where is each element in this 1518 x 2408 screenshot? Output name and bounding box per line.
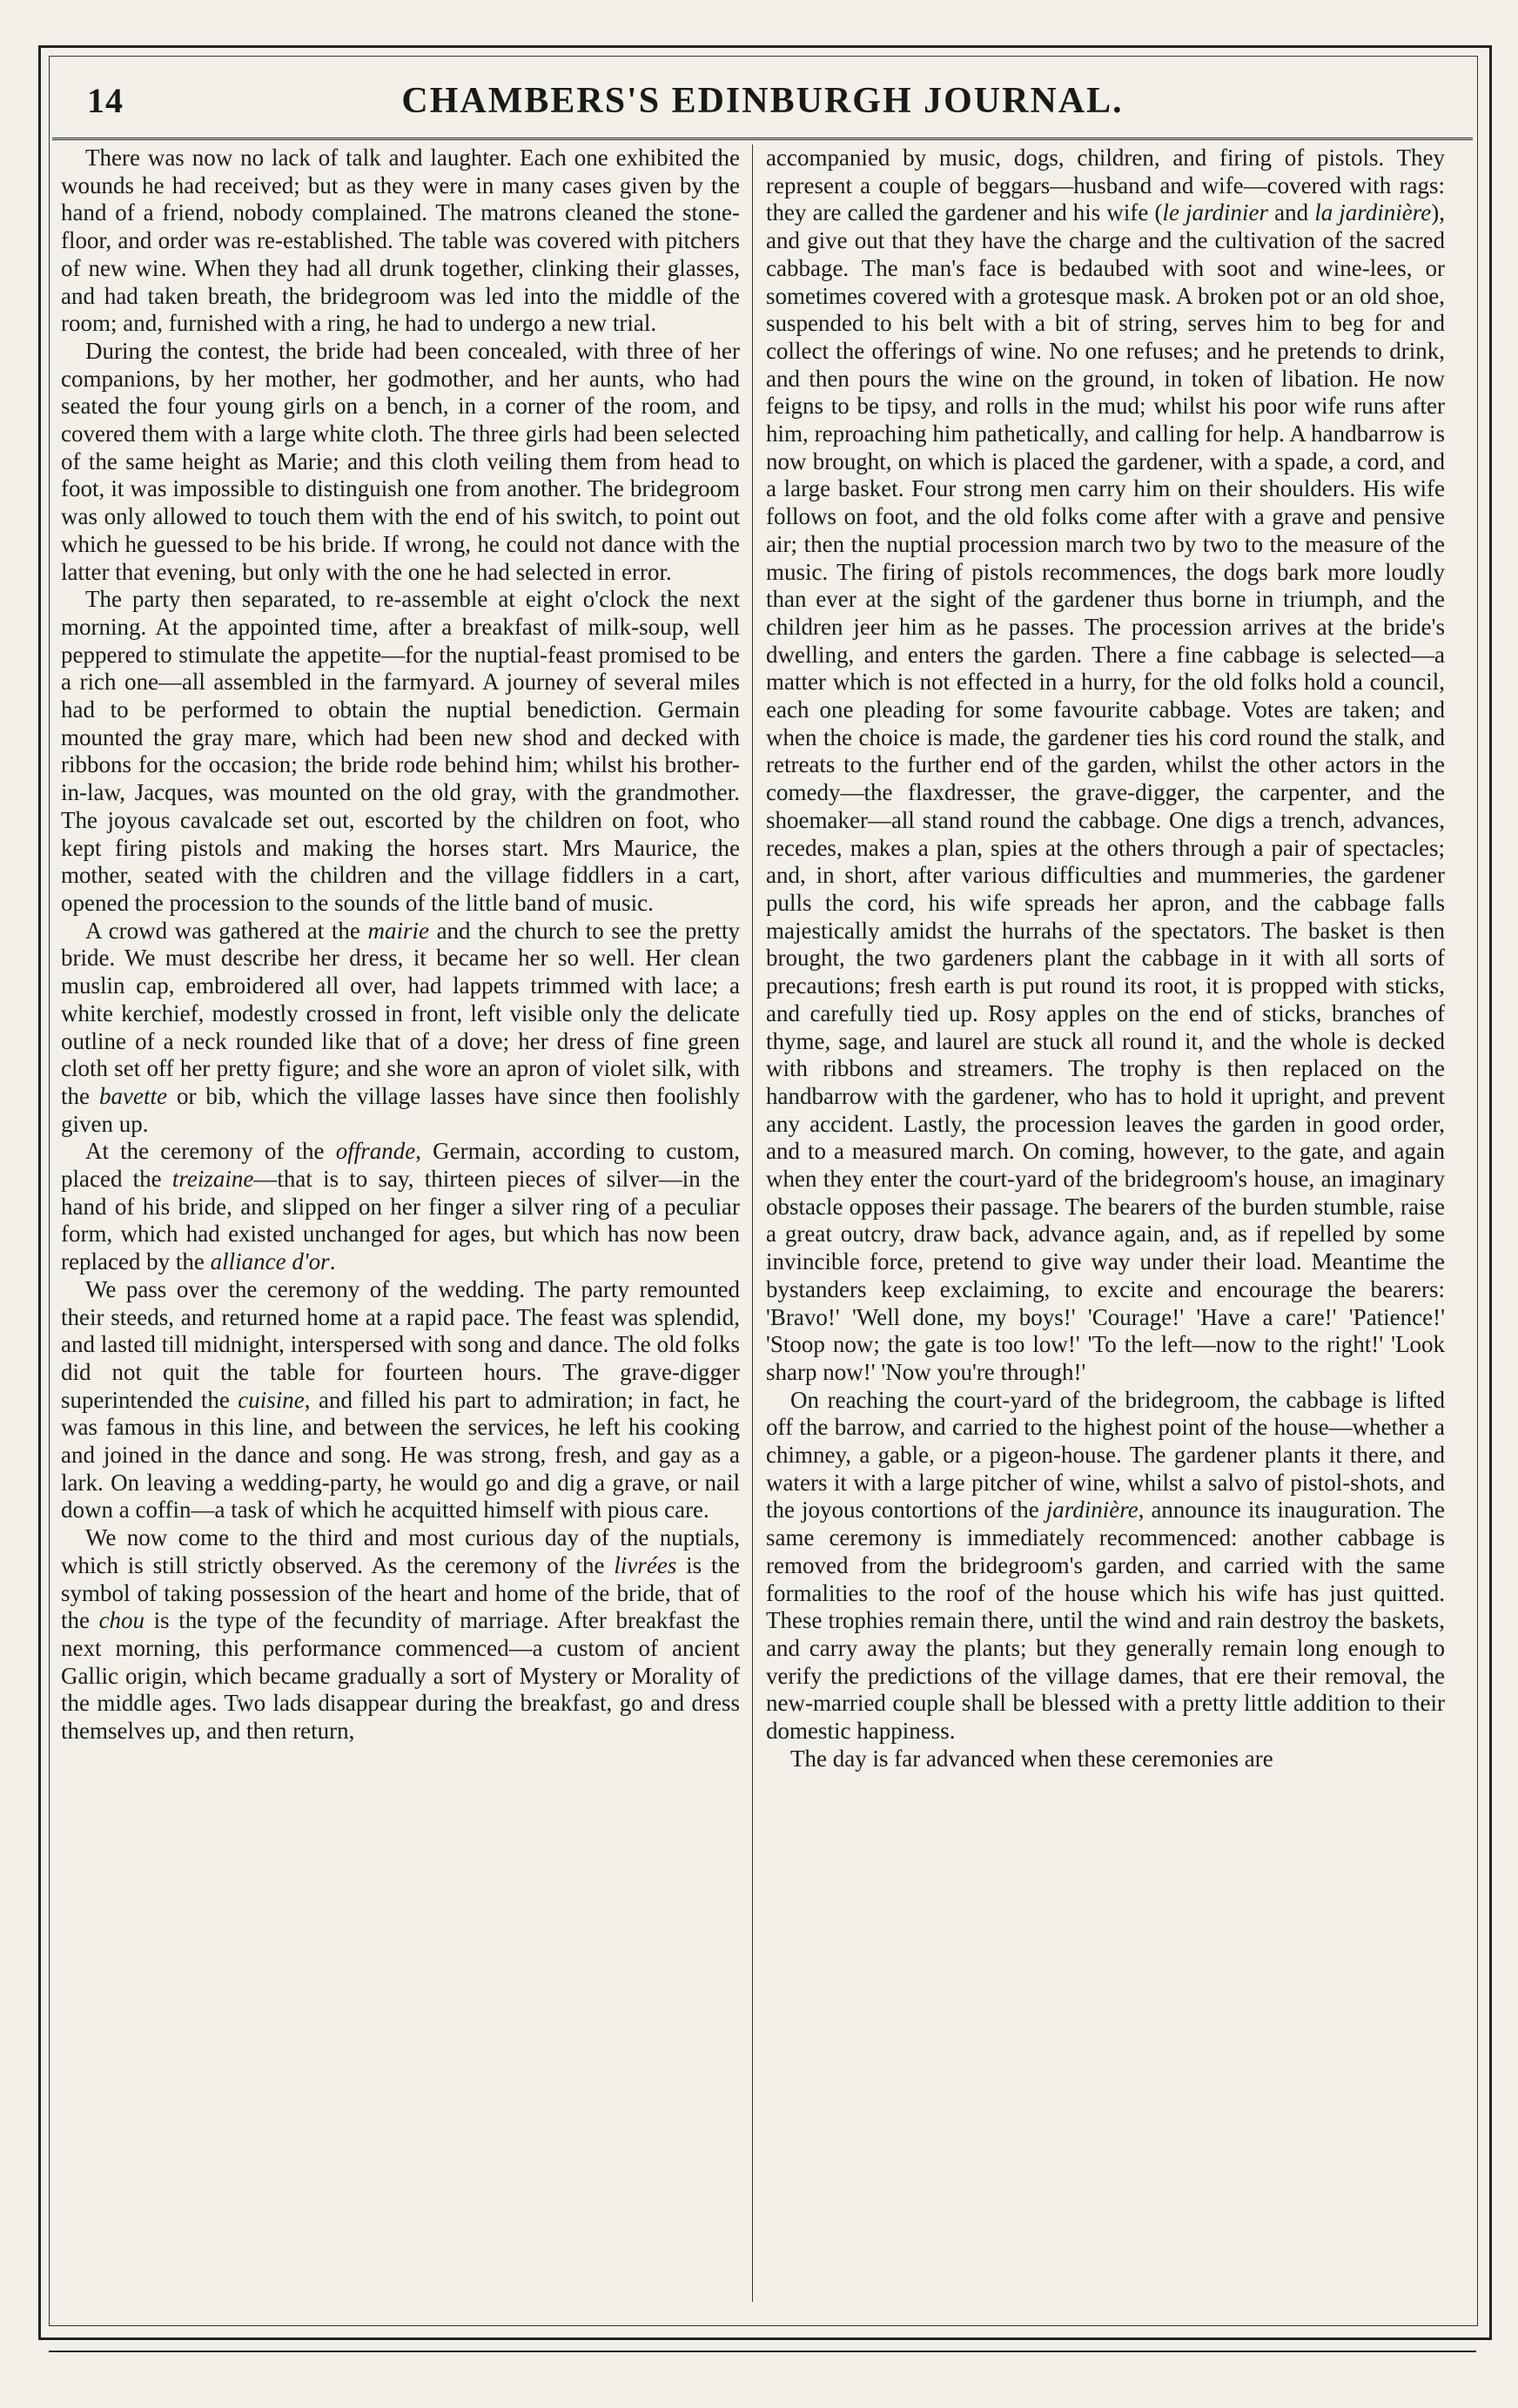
paragraph: There was now no lack of talk and laughter. Each one exhibited the wounds he had received; but as they were in many cases given by the hand of a friend, nobody complained. The matrons cleaned the stone-floor, and order was re-established. The table was covered with pitchers of new wine. When they had all drunk together, clinking their glasses, and had taken breath, the bridegroom was led into the middle of the room; and, furnished with a ring, he had to undergo a new trial. [61,145,740,337]
page-header [52,71,1473,140]
paragraph: The party then separated, to re-assemble at eight o'clock the next morning. At the appointed time, after a breakfast of milk-soup, well peppered to stimulate the appetite—for the nuptial-feast promised to be a rich one—all assembled in the farmyard. A journey of several miles had to be performed to obtain the nuptial benediction. Germain mounted the gray mare, which had been new shod and decked with ribbons for the occasion; the bride rode behind him; whilst his brother-in-law, Jacques, was mounted on the old gray, with the grandmother. The joyous cavalcade set out, escorted by the children on foot, who kept firing pistols and making the horses start. Mrs Maurice, the mother, seated with the children and the village fiddlers in a cart, opened the procession to the sounds of the little band of music. [61,586,740,916]
paragraph: accompanied by music, dogs, children, and firing of pistols. They represent a couple of beggars—husband and wife—covered with rags: they are called the gardener and his wife (le jardinier and la jardinière), and give out that they have the charge and the cultivation of the sacred cabbage. The man's face is bedaubed with soot and wine-lees, or sometimes covered with a grotesque mask. A broken pot or an old shoe, suspended to his belt with a bit of string, serves him to beg for and collect the offerings of wine. No one refuses; and he pretends to drink, and then pours the wine on the ground, in token of libation. He now feigns to be tipsy, and rolls in the mud; whilst his poor wife runs after him, reproaching him pathetically, and calling for help. A handbarrow is now brought, on which is placed the gardener, with a spade, a cord, and a large basket. Four strong men carry him on their shoulders. His wife follows on foot, and the old folks come after with a grave and pensive air; then the nuptial procession march two by two to the measure of the music. The firing of pistols recommences, the dogs bark more loudly than ever at the sight of the gardener thus borne in triumph, and the children jeer him as he passes. The procession arrives at the bride's dwelling, and enters the garden. There a fine cabbage is selected—a matter which is not effected in a hurry, for the old folks hold a council, each one pleading for some favourite cabbage. Votes are taken; and when the choice is made, the gardener ties his cord round the stalk, and retreats to the further end of the garden, whilst the other actors in the comedy—the flaxdresser, the grave-digger, the carpenter, and the shoemaker—all stand round the cabbage. One digs a trench, advances, recedes, makes a plan, spies at the others through a pair of spectacles; and, in short, after various difficulties and mummeries, the gardener pulls the cord, his wife spreads her apron, and the cabbage falls majestically amidst the hurrahs of the spectators. The basket is then brought, the two gardeners plant the cabbage in it with all sorts of precautions; fresh earth is put round its root, it is propped with sticks, and carefully tied up. Rosy apples on the end of sticks, branches of thyme, sage, and laurel are stuck all round it, and the whole is decked with ribbons and streamers. The trophy is then replaced on the handbarrow with the gardener, who has to hold it upright, and prevent any accident. Lastly, the procession leaves the garden in good order, and to a measured march. On coming, however, to the gate, and again when they enter the court-yard of the bridegroom's house, an imaginary obstacle opposes their passage. The bearers of the burden stumble, raise a great outcry, draw back, advance again, and, as if repelled by some invincible force, pretend to give way under their load. Meantime the bystanders keep exclaiming, to excite and encourage the bearers: 'Bravo!' 'Well done, my boys!' 'Courage!' 'Have a care!' 'Patience!' 'Stoop now; the gate is too low!' 'To the left—now to the right!' 'Look sharp now!' 'Now you're through!' [766,145,1445,1385]
italic-term: offrande [335,1138,416,1165]
left-column [61,145,740,2302]
right-column [766,145,1445,2302]
paragraph: At the ceremony of the offrande, Germain, according to custom, placed the treizaine—that is to say, thirteen pieces of silver—in the hand of his bride, and slipped on her finger a silver ring of a peculiar form, which had existed unchanged for ages, but which has now been replaced by the alliance d'or. [61,1138,740,1275]
paragraph: During the contest, the bride had been concealed, with three of her companions, by her mother, her godmother, and her aunts, who had seated the four young girls on a bench, in a corner of the room, and covered them with a large white cloth. The three girls had been selected of the same height as Marie; and this cloth veiling them from head to foot, it was impossible to distinguish one from another. The bridegroom was only allowed to touch them with the end of his switch, to point out which he guessed to be his bride. If wrong, he could not dance with the latter that evening, but only with the one he had selected in error. [61,337,740,585]
column-divider [752,145,753,2302]
italic-term: la jardinière [1314,199,1432,226]
paragraph: We pass over the ceremony of the wedding. The party remounted their steeds, and returned home at a rapid pace. The feast was splendid, and lasted till midnight, interspersed with song and dance. The old folks did not quit the table for fourteen hours. The grave-digger superintended the cuisine, and filled his part to admiration; in fact, he was famous in this line, and between the services, he left his cooking and joined in the dance and song. He was strong, fresh, and gay as a lark. On leaving a wedding-party, he would go and dig a grave, or nail down a coffin—a task of which he acquitted himself with pious care. [61,1275,740,1523]
paragraph: On reaching the court-yard of the bridegroom, the cabbage is lifted off the barrow, and carried to the highest point of the house—whether a chimney, a gable, or a pigeon-house. The gardener plants it there, and waters it with a large pitcher of wine, whilst a salvo of pistol-shots, and the joyous contortions of the jardinière, announce its inauguration. The same ceremony is immediately recommenced: another cabbage is removed from the bridegroom's garden, and carried with the same formalities to the roof of the house which his wife has just quitted. These trophies remain there, until the wind and rain destroy the baskets, and carry away the plants; but they generally remain long enough to verify the predictions of the village dames, that ere their removal, the new-married couple shall be blessed with a pretty little addition to their domestic happiness. [766,1386,1445,1745]
paragraph: We now come to the third and most curious day of the nuptials, which is still strictly observed. As the ceremony of the livrées is the symbol of taking possession of the heart and home of the bride, that of the chou is the type of the fecundity of marriage. After breakfast the next morning, this performance commenced—a custom of ancient Gallic origin, which became gradually a sort of Mystery or Morality of the middle ages. Two lads disappear during the breakfast, go and dress themselves up, and then return, [61,1524,740,1745]
page-number: 14 [87,81,124,120]
footer-rule [49,2351,1476,2352]
italic-term: bavette [98,1082,167,1109]
italic-term: treizaine [171,1166,254,1193]
paragraph: A crowd was gathered at the mairie and the church to see the pretty bride. We must describe her dress, it became her so well. Her clean muslin cap, embroidered all over, had lappets trimmed with lace; a white kerchief, modestly crossed in front, left visible only the delicate outline of a neck rounded like that of a dove; her dress of fine green cloth set off her pretty figure; and she wore an apron of violet silk, with the bavette or bib, which the village lasses have since then foolishly given up. [61,917,740,1137]
italic-term: livrées [614,1551,677,1578]
italic-term: jardinière [1045,1497,1138,1523]
italic-term: chou [98,1607,145,1634]
journal-title: CHAMBERS'S EDINBURGH JOURNAL. [401,81,1124,121]
italic-term: mairie [367,917,429,944]
paragraph: The day is far advanced when these ceremonies are [790,1745,1273,1772]
italic-term: le jardinier [1162,199,1269,226]
italic-term: alliance d'or [210,1248,330,1275]
italic-term: cuisine [238,1386,305,1413]
